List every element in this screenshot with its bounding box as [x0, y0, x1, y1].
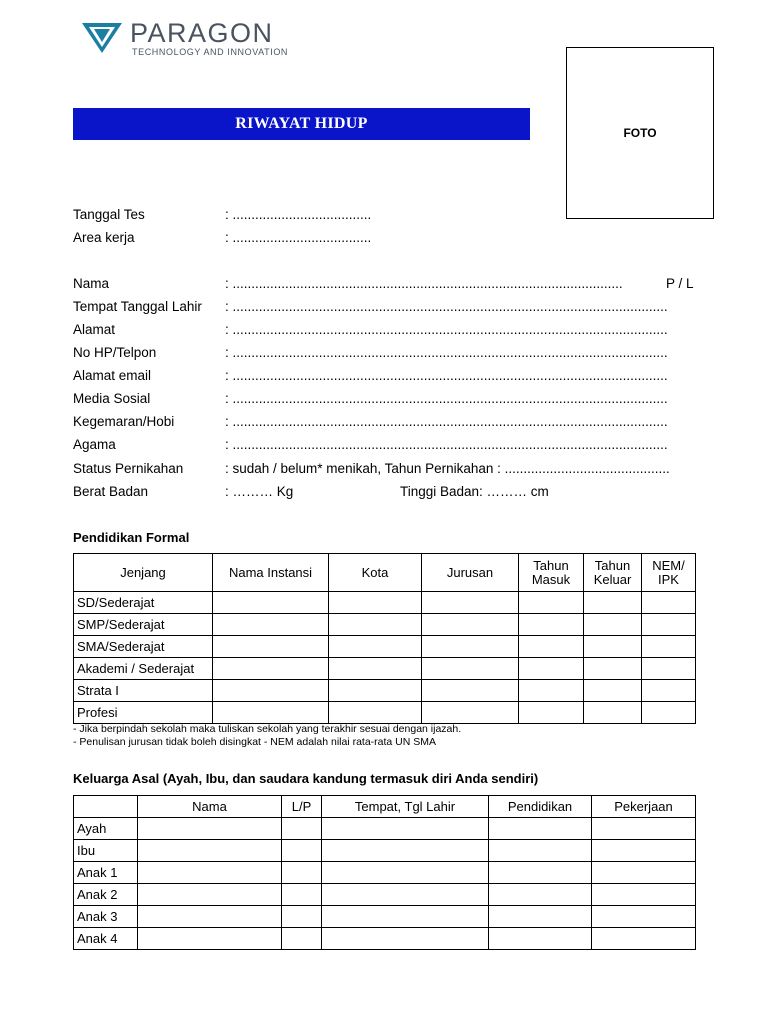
table-cell[interactable] — [584, 636, 642, 658]
table-cell[interactable] — [138, 928, 282, 950]
field-label: Berat Badan — [73, 484, 149, 499]
field-value[interactable]: : sudah / belum* menikah, Tahun Pernikahan : ............................................ — [225, 461, 670, 476]
table-cell[interactable] — [322, 928, 489, 950]
table-cell[interactable] — [282, 818, 322, 840]
row-label: SD/Sederajat — [74, 592, 213, 614]
table-cell[interactable] — [584, 592, 642, 614]
field-nama — [73, 275, 703, 293]
table-cell[interactable] — [329, 636, 422, 658]
column-header: Pendidikan — [489, 796, 592, 818]
column-header: Pekerjaan — [592, 796, 696, 818]
table-cell[interactable] — [282, 862, 322, 884]
table-cell[interactable] — [329, 658, 422, 680]
table-cell[interactable] — [592, 884, 696, 906]
table-cell[interactable] — [329, 702, 422, 724]
table-cell[interactable] — [592, 840, 696, 862]
table-cell[interactable] — [213, 592, 329, 614]
field-value[interactable]: : ..................................... — [225, 207, 372, 222]
table-cell[interactable] — [519, 702, 584, 724]
table-cell[interactable] — [213, 614, 329, 636]
table-row — [74, 680, 696, 702]
table-cell[interactable] — [282, 928, 322, 950]
table-row — [74, 928, 696, 950]
field-value[interactable]: : ……… Kg — [225, 484, 294, 499]
table-cell[interactable] — [138, 884, 282, 906]
table-cell[interactable] — [213, 702, 329, 724]
column-header: Tempat, Tgl Lahir — [322, 796, 489, 818]
row-label: Anak 2 — [74, 884, 138, 906]
row-label: Akademi / Sederajat — [74, 658, 213, 680]
table-cell[interactable] — [489, 906, 592, 928]
table-header-row — [74, 796, 696, 818]
section-title-family: Keluarga Asal (Ayah, Ibu, dan saudara kandung termasuk diri Anda sendiri) — [73, 771, 539, 786]
field-value[interactable]: : .................................................................................................................... — [225, 299, 668, 314]
field-label: Agama — [73, 437, 116, 452]
table-cell[interactable] — [322, 818, 489, 840]
table-row — [74, 614, 696, 636]
table-header-row — [74, 554, 696, 592]
field-label: Kegemaran/Hobi — [73, 414, 175, 429]
table-cell[interactable] — [138, 906, 282, 928]
field-value[interactable]: : .................................................................................................................... — [225, 391, 668, 406]
table-cell[interactable] — [584, 614, 642, 636]
column-header — [74, 796, 138, 818]
table-cell[interactable] — [138, 818, 282, 840]
photo-label: FOTO — [623, 126, 657, 140]
tinggi-badan-field[interactable]: Tinggi Badan: ……… cm — [400, 484, 549, 499]
table-cell[interactable] — [489, 840, 592, 862]
table-cell[interactable] — [519, 680, 584, 702]
table-row — [74, 592, 696, 614]
field-berat-badan — [73, 483, 703, 501]
table-cell[interactable] — [584, 658, 642, 680]
column-header: Jenjang — [74, 554, 213, 592]
field-label: No HP/Telpon — [73, 345, 157, 360]
table-row — [74, 906, 696, 928]
row-label: SMA/Sederajat — [74, 636, 213, 658]
field-label: Nama — [73, 276, 110, 291]
field-label: Tempat Tanggal Lahir — [73, 299, 202, 314]
photo-box — [566, 47, 714, 219]
table-cell[interactable] — [213, 658, 329, 680]
field-value[interactable]: : ........................................................................................................ — [225, 276, 623, 291]
family-table — [73, 795, 696, 950]
column-header: Nama — [138, 796, 282, 818]
table-row — [74, 658, 696, 680]
table-row — [74, 636, 696, 658]
field-value[interactable]: : .................................................................................................................... — [225, 437, 668, 452]
table-cell[interactable] — [489, 928, 592, 950]
field-label: Alamat email — [73, 368, 152, 383]
table-cell[interactable] — [422, 614, 519, 636]
table-cell[interactable] — [282, 840, 322, 862]
field-label: Alamat — [73, 322, 116, 337]
table-cell[interactable] — [322, 884, 489, 906]
table-cell[interactable] — [329, 592, 422, 614]
table-cell[interactable] — [422, 636, 519, 658]
table-cell[interactable] — [489, 862, 592, 884]
table-cell[interactable] — [519, 592, 584, 614]
company-logo — [80, 18, 289, 62]
table-cell[interactable] — [138, 862, 282, 884]
table-cell[interactable] — [329, 680, 422, 702]
table-cell[interactable] — [422, 702, 519, 724]
table-cell[interactable] — [519, 658, 584, 680]
field-value[interactable]: : .................................................................................................................... — [225, 368, 668, 383]
field-value[interactable]: : ..................................... — [225, 230, 372, 245]
table-cell[interactable] — [592, 862, 696, 884]
field-value[interactable]: : .................................................................................................................... — [225, 322, 668, 337]
table-cell[interactable] — [329, 614, 422, 636]
table-cell[interactable] — [422, 592, 519, 614]
education-table — [73, 553, 696, 724]
column-header: Kota — [329, 554, 422, 592]
table-cell[interactable] — [422, 680, 519, 702]
table-cell[interactable] — [422, 658, 519, 680]
table-cell[interactable] — [592, 928, 696, 950]
table-cell[interactable] — [138, 840, 282, 862]
column-header: L/P — [282, 796, 322, 818]
row-label: Ibu — [74, 840, 138, 862]
row-label: Strata I — [74, 680, 213, 702]
table-cell[interactable] — [489, 884, 592, 906]
table-cell[interactable] — [592, 818, 696, 840]
table-cell[interactable] — [282, 884, 322, 906]
table-cell[interactable] — [213, 636, 329, 658]
row-label: SMP/Sederajat — [74, 614, 213, 636]
table-cell[interactable] — [642, 680, 696, 702]
field-value[interactable]: : .................................................................................................................... — [225, 414, 668, 429]
row-label: Profesi — [74, 702, 213, 724]
row-label: Anak 3 — [74, 906, 138, 928]
table-cell[interactable] — [642, 658, 696, 680]
education-note-1: - Jika berpindah sekolah maka tuliskan sekolah yang terakhir sesuai dengan ijazah. — [73, 723, 462, 735]
field-label: Tanggal Tes — [73, 207, 145, 222]
table-cell[interactable] — [519, 614, 584, 636]
gender-option[interactable]: P / L — [666, 276, 694, 291]
paragon-logo-icon — [80, 20, 124, 56]
table-cell[interactable] — [584, 702, 642, 724]
column-header: Nama Instansi — [213, 554, 329, 592]
table-cell[interactable] — [322, 862, 489, 884]
column-header: NEM/ IPK — [642, 554, 696, 592]
row-label: Ayah — [74, 818, 138, 840]
table-row — [74, 818, 696, 840]
education-note-2: - Penulisan jurusan tidak boleh disingkat - NEM adalah nilai rata-rata UN SMA — [73, 736, 437, 748]
column-header: Tahun Keluar — [584, 554, 642, 592]
table-cell[interactable] — [642, 702, 696, 724]
section-title-education: Pendidikan Formal — [73, 530, 190, 545]
table-cell[interactable] — [213, 680, 329, 702]
field-label: Area kerja — [73, 230, 135, 245]
brand-name: PARAGON — [130, 18, 274, 48]
table-cell[interactable] — [282, 906, 322, 928]
field-value[interactable]: : .................................................................................................................... — [225, 345, 668, 360]
table-cell[interactable] — [592, 906, 696, 928]
field-label: Status Pernikahan — [73, 461, 184, 476]
table-row — [74, 840, 696, 862]
row-label: Anak 1 — [74, 862, 138, 884]
table-row — [74, 862, 696, 884]
row-label: Anak 4 — [74, 928, 138, 950]
table-cell[interactable] — [322, 906, 489, 928]
column-header: Jurusan — [422, 554, 519, 592]
table-cell[interactable] — [642, 592, 696, 614]
table-row — [74, 884, 696, 906]
table-cell[interactable] — [519, 636, 584, 658]
table-cell[interactable] — [584, 680, 642, 702]
table-cell[interactable] — [489, 818, 592, 840]
column-header: Tahun Masuk — [519, 554, 584, 592]
table-row — [74, 702, 696, 724]
brand-tagline: TECHNOLOGY AND INNOVATION — [132, 47, 289, 57]
document-title: RIWAYAT HIDUP — [73, 108, 530, 140]
table-cell[interactable] — [322, 840, 489, 862]
table-cell[interactable] — [642, 636, 696, 658]
field-label: Media Sosial — [73, 391, 151, 406]
table-cell[interactable] — [642, 614, 696, 636]
